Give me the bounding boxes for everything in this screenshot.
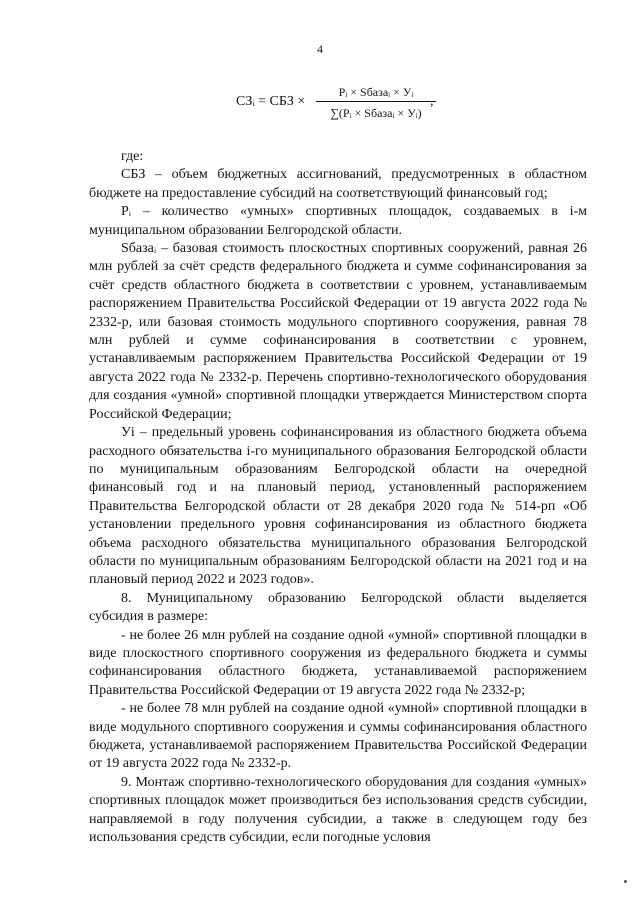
paragraph-sbz-definition: СБЗ – объем бюджетных ассигнований, предусмотренных в областном бюджете на предоставление субсидий на соответствующий финансовый год; xyxy=(89,167,587,201)
paragraph-where: где: xyxy=(121,149,144,164)
paragraph-item-8-bullet-1: - не более 26 млн рублей на создание одной «умной» спортивной площадки в виде плоскостного спортивного сооружения из федерального бюджета и суммы софинансирования областного бюджета, устанавливаемой распоряжением Правительства Российской Федерации от 19 августа 2022 года № 2332-р; xyxy=(89,627,587,698)
paragraph-item-8: 8. Муниципальному образованию Белгородской области выделяется субсидия в размере: xyxy=(89,590,587,625)
scan-speck xyxy=(624,880,627,883)
formula-fraction xyxy=(316,84,436,122)
formula-lhs: СЗᵢ = СБЗ × xyxy=(236,94,306,109)
page-number: 4 xyxy=(317,42,323,56)
paragraph-item-9: 9. Монтаж спортивно-технологического оборудования для создания «умных» спортивных площадок может производиться без использования средств субсидии, направляемой в году получения субсидии, а также в следующем году без использования средств субсидии, если погодные условия xyxy=(89,774,587,846)
formula-numerator: Pᵢ × Sбазаᵢ × Уᵢ xyxy=(338,85,414,99)
formula-denominator: ∑(Pᵢ × Sбазаᵢ × Уᵢ) xyxy=(330,106,422,120)
paragraph-u-definition: Уi – предельный уровень софинансирования из областного бюджета объема расходного обязательства i-го муниципального образования Белгородской области по муниципальным образованиям Белгородской области на очередной финансовый год и на плановый период, установленный распоряжением Правительства Белгородской области от 28 декабря 2020 года № 514-рп «Об установлении предельного уровня софинансирования из областного бюджета объема расходного обязательства муниципального образования Белгородской области по муниципальным образованиям Белгородской области на 2021 год и на плановый период 2022 и 2023 годов». xyxy=(89,425,587,588)
paragraph-p-definition: Pᵢ – количество «умных» спортивных площадок, создаваемых в i-м муниципальном образовании Белгородской области. xyxy=(89,204,587,238)
document-body xyxy=(89,148,587,847)
paragraph-item-8-bullet-2: - не более 78 млн рублей на создание одной «умной» спортивной площадки в виде модульного спортивного сооружения и суммы софинансирования областного бюджета, устанавливаемой распоряжением Правительства Российской Федерации от 19 августа 2022 года № 2332-р. xyxy=(89,701,587,772)
fraction-bar xyxy=(316,101,436,102)
paragraph-sbaza-definition: Sбазаᵢ – базовая стоимость плоскостных спортивных сооружений, равная 26 млн рублей за счёт средств федерального бюджета и сумме софинансирования за счёт средств областного бюджета в соответствии с уровнем, устанавливаемым распоряжением Правительства Российской Федерации от 19 августа 2022 года № 2332-р, или базовая стоимость модульного спортивного сооружения, равная 78 млн рублей и сумме софинансирования в соответствии с уровнем, устанавливаемым распоряжением Правительства Российской Федерации от 19 августа 2022 года № 2332-р. Перечень спортивно-технологического оборудования для создания «умной» спортивной площадки утверждается Министерством спорта Российской Федерации; xyxy=(89,241,587,422)
formula-comma: , xyxy=(430,94,434,109)
